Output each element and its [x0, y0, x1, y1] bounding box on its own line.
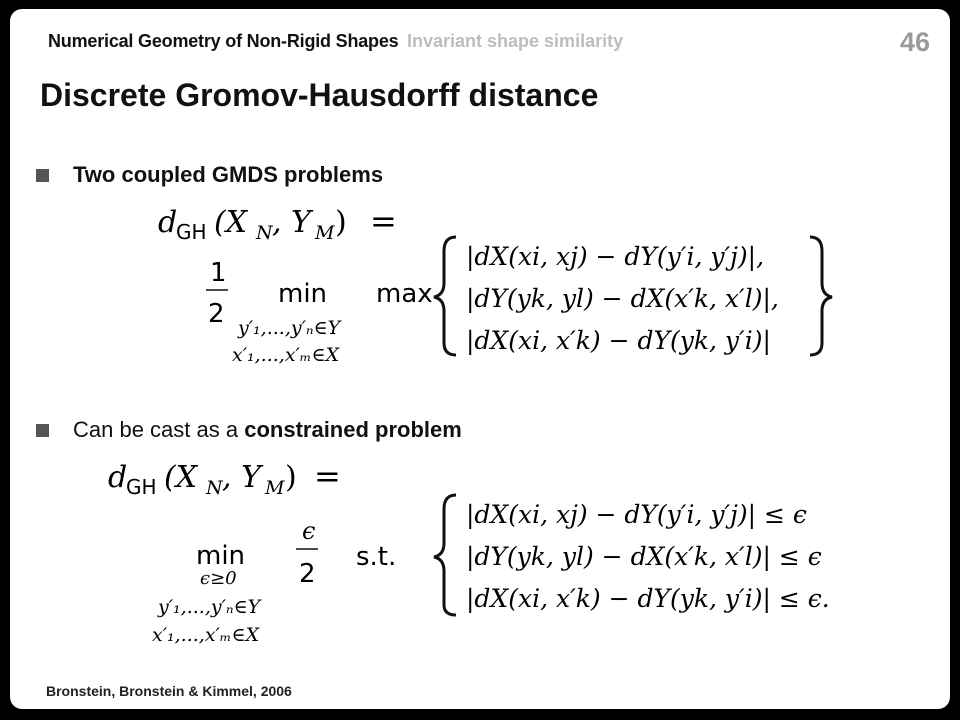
bullet-1-text: Two coupled GMDS problems [73, 162, 384, 187]
eq2-frac-den: 2 [299, 559, 316, 589]
eq1-min: min [278, 279, 328, 309]
eq2-lhs-sub-n: N [206, 477, 223, 499]
eq2-st: s.t. [356, 542, 397, 572]
eq2-lhs-d: d [108, 460, 128, 495]
equation-2 [10, 9, 950, 709]
eq2-min-sub-0: ϵ≥0 [200, 568, 237, 589]
eq1-lhs-sub: GH [176, 220, 207, 244]
eq2-lhs-sub: GH [126, 475, 157, 499]
eq1-lhs-sub-n: N [256, 222, 273, 244]
slide-title: Discrete Gromov-Hausdorff distance [40, 77, 599, 113]
eq1-lhs-close: ) [335, 205, 347, 240]
course-title: Numerical Geometry of Non-Rigid Shapes [48, 31, 399, 51]
eq1-row-3: |dX(xi, x′k) − dY(yk, y′i)| [466, 326, 771, 355]
eq1-min-sub-2: x′₁,...,x′ₘ∈X [232, 344, 340, 366]
eq2-row-1: |dX(xi, xj) − dY(y′i, y′j)| ≤ ϵ [466, 500, 807, 529]
eq1-row-2: |dY(yk, yl) − dX(x′k, x′l)|, [466, 284, 779, 313]
eq1-frac-num: 1 [210, 258, 227, 288]
eq1-equals: = [370, 202, 397, 240]
eq1-lhs-d: d [158, 205, 178, 240]
slide [10, 9, 950, 709]
eq1-lhs-args: (X [214, 205, 248, 240]
bullet-2-emphasis: constrained problem [244, 417, 462, 442]
eq2-lhs-sub-m: M [265, 477, 285, 499]
eq2-lhs-args: (X [164, 460, 198, 495]
eq2-min-sub-2: x′₁,...,x′ₘ∈X [152, 624, 260, 646]
page-number: 46 [899, 27, 930, 57]
eq1-max: max [376, 279, 433, 309]
eq2-min-sub-1: y′₁,...,y′ₙ∈Y [158, 596, 261, 618]
footer-citation: Bronstein, Bronstein & Kimmel, 2006 [46, 683, 292, 699]
eq2-equals: = [314, 457, 341, 495]
eq1-lhs-mid: , Y [272, 205, 311, 240]
bullet-2-prefix: Can be cast as a [73, 417, 245, 442]
eq1-frac-den: 2 [208, 299, 225, 329]
eq1-row-1: |dX(xi, xj) − dY(y′i, y′j)|, [466, 242, 765, 271]
eq2-frac-num: ϵ [302, 517, 316, 545]
eq2-lhs-mid: , Y [222, 460, 261, 495]
eq2-row-2: |dY(yk, yl) − dX(x′k, x′l)| ≤ ϵ [466, 542, 822, 571]
eq2-row-3: |dX(xi, x′k) − dY(yk, y′i)| ≤ ϵ. [466, 584, 830, 613]
eq2-left-brace [434, 495, 456, 615]
eq2-min: min [196, 541, 246, 571]
topic-title: Invariant shape similarity [407, 31, 624, 51]
eq2-lhs-close: ) [285, 460, 297, 495]
eq1-min-sub-1: y′₁,...,y′ₙ∈Y [238, 317, 341, 339]
eq1-lhs-sub-m: M [315, 222, 335, 244]
